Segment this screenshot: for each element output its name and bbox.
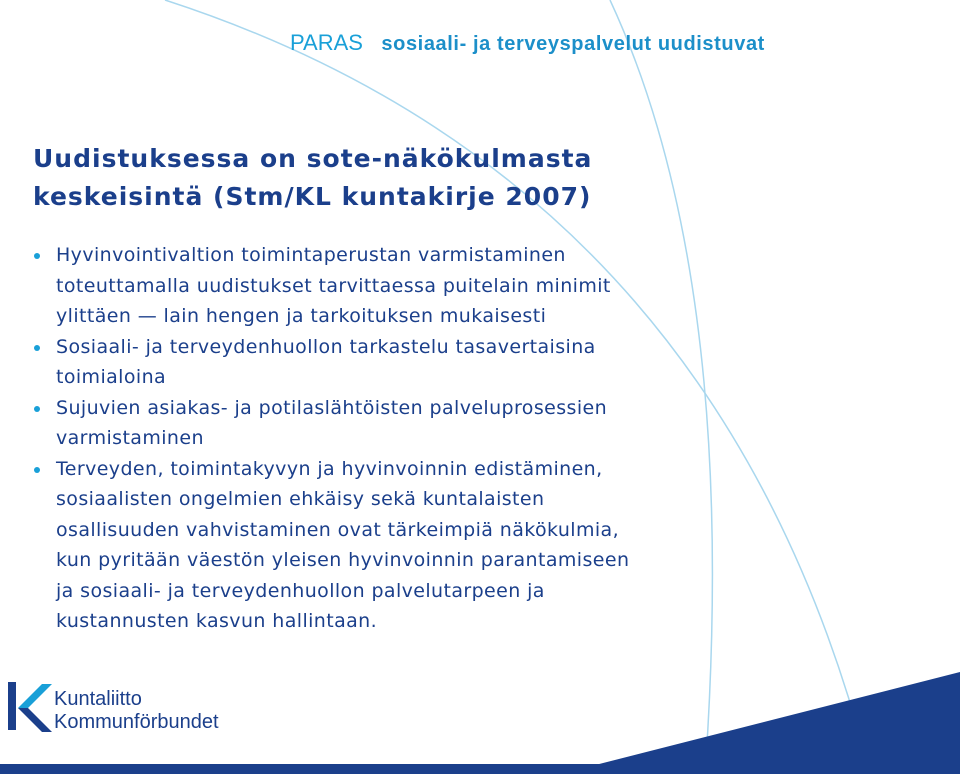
- header-subtitle: sosiaali- ja terveyspalvelut uudistuvat: [381, 33, 765, 55]
- bullet-line: Sosiaali- ja terveydenhuollon tarkastelu tasavertaisina: [56, 335, 596, 358]
- bullet-line: kun pyritään väestön yleisen hyvinvoinnin parantamiseen: [56, 549, 630, 571]
- bullet-line: osallisuuden vahvistaminen ovat tärkeimpiä näkökulmia,: [56, 518, 620, 541]
- logo-text: [54, 688, 219, 734]
- bullet-line: kustannusten kasvun hallintaan.: [56, 610, 378, 632]
- footer-wedge: [560, 672, 960, 774]
- bullet-list: [33, 240, 733, 637]
- logo-line-finnish: Kuntaliitto: [54, 688, 142, 710]
- bullet-line: toteuttamalla uudistukset tarvittaessa puitelain minimit: [56, 274, 611, 297]
- bullet-item: [33, 393, 733, 454]
- paras-brand: PARAS: [290, 30, 363, 55]
- bullet-line: ylittäen — lain hengen ja tarkoituksen mukaisesti: [56, 305, 547, 327]
- bullet-line: Hyvinvointivaltion toimintaperustan varmistaminen: [56, 244, 566, 266]
- bullet-line: varmistaminen: [56, 427, 204, 449]
- bullet-item: [33, 240, 733, 332]
- bullet-dot-icon: [34, 467, 40, 473]
- bullet-line: sosiaalisten ongelmien ehkäisy sekä kuntalaisten: [56, 488, 545, 510]
- bullet-dot-icon: [34, 345, 40, 351]
- footer-bar: [0, 764, 960, 774]
- slide-header: [290, 30, 765, 56]
- bullet-line: ja sosiaali- ja terveydenhuollon palvelutarpeen ja: [56, 579, 545, 602]
- bullet-dot-icon: [34, 406, 40, 412]
- bullet-dot-icon: [34, 253, 40, 259]
- kuntaliitto-logo-mark-icon: [6, 678, 54, 738]
- bullet-line: toimialoina: [56, 366, 167, 388]
- title-line: Uudistuksessa on sote-näkökulmasta: [33, 144, 593, 173]
- bullet-item: [33, 454, 733, 637]
- bullet-line: Terveyden, toimintakyvyn ja hyvinvoinnin edistäminen,: [56, 457, 603, 480]
- logo-line-swedish: Kommunförbundet: [54, 711, 219, 733]
- kuntaliitto-logo: [6, 678, 256, 738]
- title-line: keskeisintä (Stm/KL kuntakirje 2007): [33, 182, 592, 211]
- bullet-line: Sujuvien asiakas- ja potilaslähtöisten palveluprosessien: [56, 396, 608, 419]
- bullet-item: [33, 332, 733, 393]
- slide-title: [33, 140, 592, 216]
